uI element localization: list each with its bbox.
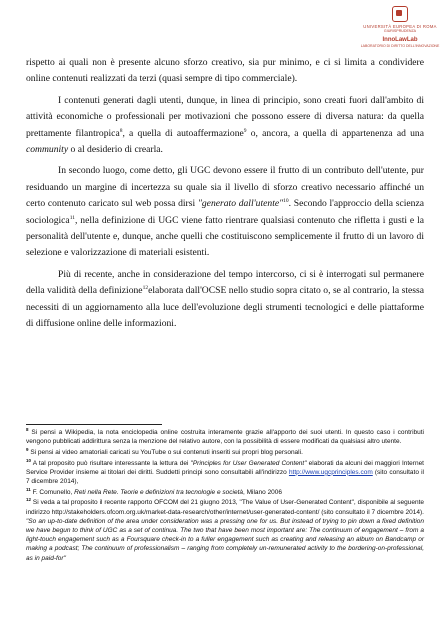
paragraph-3: In secondo luogo, come detto, gli UGC devono essere il frutto di un contributo dell'utente, pur residuando un margine di incertezza su quale sia il livello di sforzo creativo necessario affinché un certo contenuto caricato sul web possa dirsi "generato dall'utente"$^{10}$. Secondo l'approccio della scienza sociologica$^{11}$, nella definizione di UGC viene fatto rientrare qualsiasi contenuto che rifletta i gusti e la personalità dell'utente e, dunque, anche quelli che costituiscono semplicemente il frutto di un lavoro di selezione e valorizzazione di materiali esistenti. — [26, 165, 425, 259]
logo-lab-name: InnoLawLab — [382, 37, 418, 43]
university-logo — [360, 6, 440, 49]
footnote-8: $^8$ Si pensi a Wikipedia, la nota enciclopedia online costruita interamente grazie all'apporto dei suoi utenti. In questo caso i contributi vengono pubblicati addirittura senza la menzione del relativo autore, con la possibilità di essere modificati da qualsiasi altro utente. — [26, 426, 424, 446]
footnotes — [26, 428, 424, 564]
footnote-ref-10[interactable]: 10 — [283, 198, 289, 205]
body-text — [26, 55, 424, 338]
footnote-11: $^{11}$ F. Comunello, Reti nella Rete. Teorie e definizioni tra tecnologie e società, Milano 2006 — [26, 486, 283, 496]
footnote-12: $^{12}$ Si veda a tal proposito il recente rapporto OFCOM del 21 giugno 2013, "The Value of User-Generated Content", disponibile al seguente indirizzo http://stakeholders.ofcom.org.uk/market-data-research/other/internet/user-generated-content/ (sito consultato il 7 dicembre 2014). "So an up-to-date definition of the area under consideration was a pressing one for us. But instead of trying to pin down a fixed definition we have begun to think of UGC as a set of continua. The two that have been most important are: The continuum of engagement – from a light-touch engagement such as a Foursquare check-in to a fuller engagement such as creating and releasing an album on Bandcamp or making a podcast; The continuum of professionalism – ranging from completely un-remunerated activity to the bordering-on-professional, as in paid-for" — [26, 497, 424, 562]
footnote-ref-8[interactable]: 8 — [119, 127, 123, 134]
footnote-ref-11[interactable]: 11 — [69, 214, 75, 221]
logo-faculty: GIURISPRUDENZA — [383, 29, 417, 33]
footnote-ref-12[interactable]: 12 — [142, 285, 149, 292]
logo-lab-subtitle: LABORATORIO DI DIRITTO DELL'INNOVAZIONE — [360, 44, 440, 48]
paragraph-4: Più di recente, anche in considerazione del tempo intercorso, ci si è interrogati sul permanere della validità della definizione$^{12}$elaborata dall'OCSE nello studio sopra citato o, se al contrario, la stessa necessiti di un aggiornamento alla luce dell'evoluzione degli strumenti tecnologici e delle piattaforme di diffusione online delle informazioni. — [26, 268, 424, 330]
footnote-10: $^{10}$ A tal proposito può risultare interessante la lettura dei "Principles for User Generated Content" elaborati da alcuni dei maggiori Internet Service Provider insieme ai titolari dei diritti. Suddetti principi sono consultabili all'indirizzo http://www.ugcprinciples.com (sito consultato il 7 dicembre 2014), — [26, 457, 424, 486]
footnote-separator — [26, 424, 162, 425]
footnote-9: $^9$ Si pensi ai video amatoriali caricati su YouTube o sui contenuti inseriti sui propri blog personali. — [26, 446, 303, 456]
paragraph-2: I contenuti generati dagli utenti, dunque, in linea di principio, sono creati fuori dall'ambito di attività economiche o professionali per motivazioni che possono essere di diversa natura: da quella prettamente filantropica$^8$, a quella di autoaffermazione$^9$ o, ancora, a quella di appartenenza ad una community o al desiderio di crearla. — [26, 94, 424, 156]
paragraph-1: rispetto ai quali non è presente alcuno sforzo creativo, sia pur minimo, e ci si limita a condividere online contenuti realizzati da terzi (quasi sempre di tipo commerciale). — [26, 57, 424, 85]
logo-university: UNIVERSITÀ EUROPEA DI ROMA — [363, 24, 437, 29]
crest-icon — [392, 6, 408, 22]
ugc-principles-link[interactable]: http://www.ugcprinciples.com — [288, 468, 373, 476]
footnote-ref-9[interactable]: 9 — [243, 127, 247, 134]
